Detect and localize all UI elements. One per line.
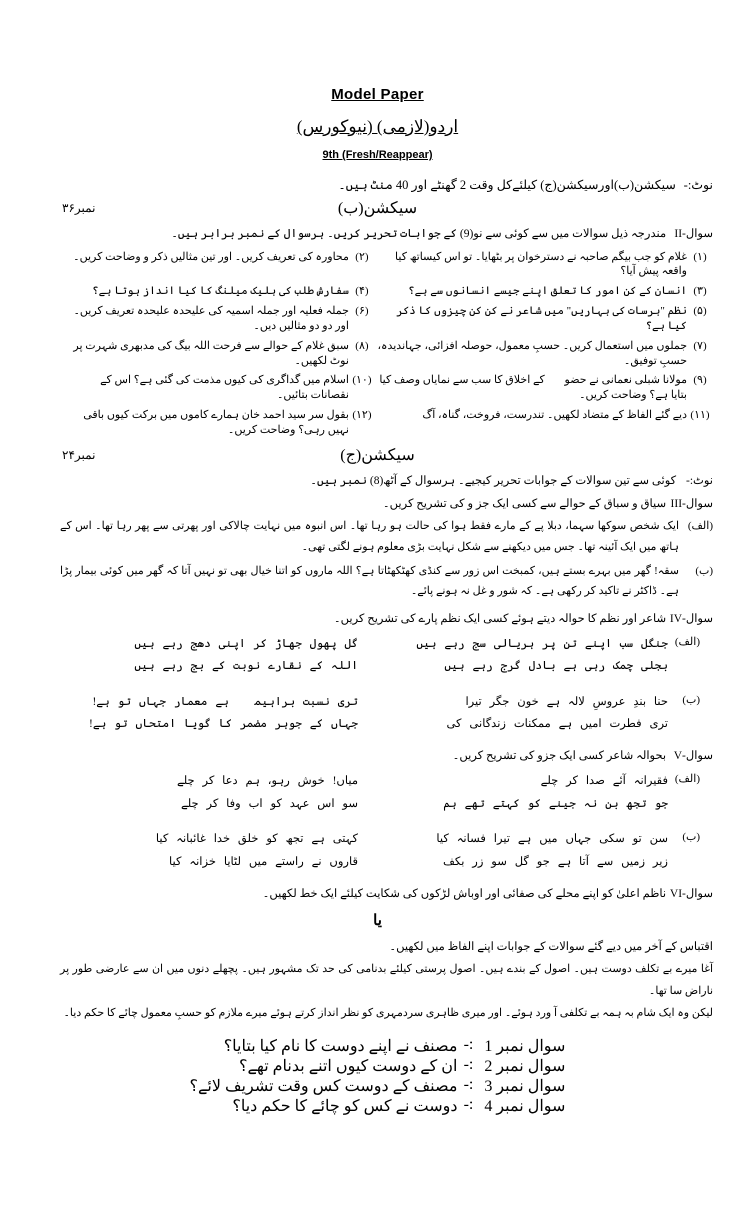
q-text: غلام کو جب بیگم صاحبہ نے دسترخوان پر بٹھایا۔ تو اس کیساتھ کیا واقعہ پیش آیا؟ <box>395 250 687 278</box>
table-row <box>60 406 713 441</box>
verse-line: تری فطرت امیں ہے ممکنات زندگانی کی <box>446 717 668 730</box>
question-5-instruction: بحوالہ شاعر کسی ایک جزو کی تشریح کریں۔ <box>452 750 667 763</box>
verse-line: اللہ کے نقارے نوبت کے بج رہے ہیں <box>134 660 358 673</box>
section-b-band <box>0 198 755 224</box>
couplet-columns <box>60 633 668 678</box>
question-4-instruction: شاعر اور نظم کا حوالہ دیتے ہوئے کسی ایک نظم پارے کی تشریح کریں۔ <box>333 612 667 625</box>
couplet-column-left <box>60 770 364 815</box>
couplet-group <box>60 691 700 736</box>
q-number: (۱) <box>693 250 707 263</box>
q-number: (۸) <box>355 339 369 352</box>
verse-line: میاں! خوش رہو، ہم دعا کر چلے <box>176 775 358 788</box>
question-4-header <box>0 611 755 625</box>
note-text: سیکشن(ب)اورسیکشن(ج) کیلئےکل وقت 2 گھنٹے اور 40 منٹ ہیں۔ <box>338 178 676 192</box>
question-5-couplets <box>60 770 700 873</box>
section-c-title: سیکشن(ج) <box>340 447 415 465</box>
tail-q-label: سوال نمبر 3 <box>484 1078 566 1096</box>
list-item <box>190 1036 566 1056</box>
tail-q-label: سوال نمبر 1 <box>484 1038 566 1056</box>
page-title: Model Paper <box>331 86 424 103</box>
document-title-wrap <box>0 86 755 104</box>
tail-questions <box>190 1036 566 1116</box>
class-and-session: 9th (Fresh/Reappear) <box>322 149 433 161</box>
tail-q-text: ان کے دوست کیوں اتنے بدنام تھے؟ <box>238 1058 458 1076</box>
question-2-header <box>0 226 755 240</box>
question-3-label: سوال-III <box>670 498 713 511</box>
tail-q-separator: :- <box>463 1096 474 1114</box>
tail-q-separator: :- <box>463 1056 474 1074</box>
couplet-column-right <box>364 770 668 815</box>
question-4-label: سوال-IV <box>669 612 713 625</box>
verse-line: فقیرانہ آئے صدا کر چلے <box>540 775 668 788</box>
list-item <box>190 1096 566 1116</box>
note-text: کوئی سے تین سوالات کے جوابات تحریر کیجیے۔ ہرسوال کے آٹھ(8) نمبر ہیں۔ <box>310 475 677 488</box>
part-label: (ب) <box>682 693 700 706</box>
tail-q-separator: :- <box>463 1076 474 1094</box>
part-label: (ب) <box>682 831 700 844</box>
verse-line: بجلی چمک رہی ہے بادل گرج رہے ہیں <box>444 660 668 673</box>
list-item <box>190 1056 566 1076</box>
verse-line: زیر زمیں سے آتا ہے جو گل سو زر بکف <box>442 855 668 868</box>
verse-line: جہاں کے جوہر مضمر کا گویا امتحاں تو ہے! <box>89 717 358 730</box>
class-line-wrap <box>0 138 755 163</box>
couplet-group <box>60 633 700 678</box>
couplet-column-right <box>364 691 668 736</box>
q-number: (۱۲) <box>352 409 372 422</box>
question-2-instruction: مندرجہ ذیل سوالات میں سے کوئی سے نو(9) کے جوابات تحریر کریں۔ ہرسوال کے نمبر برابر ہیں۔ <box>171 228 667 240</box>
note-label: نوٹ:- <box>683 178 713 192</box>
q-text: جملوں میں استعمال کریں۔ حسبِ معمول، حوصلہ افزائی، جہاندیدہ، حسبِ توفیق۔ <box>377 339 687 367</box>
part-label: (ب) <box>695 564 713 577</box>
part-text: ایک شخص سوکھا سہما، دبلا پے کے مارے فقط ہوا کی حالت ہو رہا تھا۔ اس انبوہ میں نہایت چالاکی اور پھرتی سے پھر رہا تھا۔ اس کے ہاتھ میں ایک آئینہ تھا۔ جس میں دیکھنے سے شکل نہایت بڑی معلوم ہونے لگتی تھی۔ <box>60 520 679 553</box>
question-6-header <box>0 886 755 900</box>
subject-title: اردو(لازمی) (نیوکورس) <box>296 117 459 136</box>
tail-questions-wrap <box>0 1036 755 1116</box>
passage-line: لیکن وہ ایک شام بہ ہمہ بے تکلفی آ ورد ہوئے۔ اور میری ظاہری سردمہری کو نظر انداز کرتے ہوئے میرے ملازم کو حسبِ معمول چائے کا حکم دیا۔ <box>63 1007 713 1020</box>
tail-q-label: سوال نمبر 2 <box>484 1058 566 1076</box>
passage-line: آغا میرے بے تکلف دوست ہیں۔ اصول کے بندے ہیں۔ اصول پرستی کیلئے بدنامی کی حد تک مشہور ہیں۔ پچھلے دنوں میں ان سے عارضی طور پر ناراض سا تھا۔ <box>60 963 713 998</box>
question-3-header <box>0 496 755 510</box>
table-row <box>60 247 713 282</box>
question-4-couplets <box>60 633 700 736</box>
section-c-marks: نمبر۲۴ <box>62 448 96 463</box>
couplet-column-right <box>364 633 668 678</box>
q-text: نظم "برسات کی بہاریں" میں شاعر نے کن کن چیزوں کا ذکر کیا ہے؟ <box>396 305 687 332</box>
couplet-group <box>60 770 700 815</box>
q-number: (۱۰) <box>352 374 372 387</box>
verse-line: تری نسبت براہیمیؑ ہے معمار جہاں تو ہے! <box>92 695 358 708</box>
tail-q-text: مصنف کے دوست کس وقت تشریف لائے؟ <box>189 1078 458 1096</box>
verse-line: قاروں نے راستے میں لٹایا خزانہ کیا <box>169 855 358 868</box>
tail-q-text: دوست نے کس کو چائے کا حکم دیا؟ <box>232 1098 458 1116</box>
tail-q-text: مصنف نے اپنے دوست کا نام کیا بتایا؟ <box>223 1038 458 1056</box>
q-number: (۹) <box>693 374 707 387</box>
q-text: محاورہ کی تعریف کریں۔ اور تین مثالیں ذکر و وضاحت کریں۔ <box>73 250 349 263</box>
q-number: (۳) <box>693 285 707 298</box>
verse-line: گل پھول جھاڑ کر اپنی دھج رہے ہیں <box>134 637 358 650</box>
verse-line: جنگل سب اپنے تن پر ہریالی سج رہے ہیں <box>416 637 668 650</box>
question-3-parts <box>60 516 713 601</box>
question-5-label: سوال-V <box>673 750 713 763</box>
page-header <box>0 0 755 163</box>
question-6-label: سوال-VI <box>669 888 713 901</box>
verse-line: سو اس عہد کو اب وفا کر چلے <box>180 797 358 810</box>
q-number: (۵) <box>693 305 707 318</box>
table-row <box>60 371 713 406</box>
q-text: مولانا شبلی نعمانی نے حضورؐ کے اخلاق کا سب سے نمایاں وصف کیا بتایا ہے؟ وضاحت کریں۔ <box>379 374 687 402</box>
couplet-group <box>60 828 700 873</box>
verse-line: حنا بندِ عروسِ لالہ ہے خون جگر تیرا <box>465 695 668 708</box>
couplet-columns <box>60 828 668 873</box>
q-text: جملہ فعلیہ اور جملہ اسمیہ کی علیحدہ علیحدہ تعریف کریں۔ اور دو دو مثالیں دیں۔ <box>73 305 349 332</box>
q-number: (۴) <box>355 285 369 298</box>
section-b-question-grid <box>60 247 713 440</box>
section-c-note <box>0 473 755 487</box>
tail-q-label: سوال نمبر 4 <box>484 1098 566 1116</box>
question-3-instruction: سیاق و سباق کے حوالے سے کسی ایک جز و کی تشریح کریں۔ <box>382 498 667 511</box>
note-label: نوٹ:- <box>686 475 713 488</box>
section-b-marks: نمبر۳۶ <box>62 201 96 215</box>
passage-part <box>60 561 713 602</box>
couplet-columns <box>60 691 668 736</box>
table-row <box>60 282 713 302</box>
verse-line: جو تجھ بن نہ جینے کو کہتے تھے ہم <box>443 797 668 810</box>
alternative-instruction: اقتباس کے آخر میں دیے گئے سوالات کے جوابات اپنے الفاظ میں لکھیں۔ <box>389 941 713 954</box>
q-number: (۷) <box>693 339 707 352</box>
section-b-title: سیکشن(ب) <box>337 200 418 217</box>
table-row <box>60 302 713 337</box>
part-label: (الف) <box>674 773 700 786</box>
verse-line: سن تو سکی جہاں میں ہے تیرا فسانہ کیا <box>436 833 668 846</box>
section-c-band <box>0 445 755 471</box>
q-number: (۱۱) <box>690 409 710 422</box>
tail-q-separator: :- <box>463 1036 474 1054</box>
couplet-column-right <box>364 828 668 873</box>
q-text: سبق غلام کے حوالے سے فرحت اللہ بیگ کی مدبھری شہرت پر نوٹ لکھیں۔ <box>73 339 349 367</box>
q-number: (۲) <box>355 250 369 263</box>
question-2-label: سوال-II <box>674 228 713 240</box>
q-text: سفارش طلب کی بلیک میلنگ کا کیا انداز ہوتا ہے؟ <box>92 285 349 298</box>
couplet-columns <box>60 770 668 815</box>
couplet-column-left <box>60 691 364 736</box>
time-allowance-note <box>0 177 755 193</box>
couplet-column-left <box>60 633 364 678</box>
q-text: بقول سر سید احمد خان ہمارے کاموں میں برکت کیوں باقی نہیں رہی؟ وضاحت کریں۔ <box>83 409 349 436</box>
q-text: انسان کے کن امور کا تعلق اپنے جیسے انسانوں سے ہے؟ <box>408 285 687 298</box>
question-6-instruction: ناظم اعلیٰ کو اپنے محلے کی صفائی اور اوباش لڑکوں کی شکایت کیلئے ایک خط لکھیں۔ <box>262 888 667 901</box>
part-text: سقہ! گھر میں بہرے بستے ہیں، کمبخت اس زور سے کنڈی کھٹکھٹاتا ہے؟ اللہ ماروں کو اتنا خیال بھی تو نہیں آتا کہ گھر میں کوئی بیمار پڑا ہے۔ ڈاکٹر نے تاکید کر رکھی ہے۔ کہ شور و غل نہ ہونے پائے۔ <box>60 564 679 598</box>
alternative-passage <box>60 958 713 1024</box>
q-text: دیے گئے الفاظ کے متضاد لکھیں۔ تندرست، فروخت، گناہ، آگ <box>422 409 687 422</box>
q-number: (۶) <box>355 305 369 318</box>
couplet-column-left <box>60 828 364 873</box>
part-label: (الف) <box>687 520 713 533</box>
alternative-separator: یا <box>373 913 382 930</box>
subject-title-wrap <box>0 104 755 138</box>
list-item <box>190 1076 566 1096</box>
table-row <box>60 336 713 371</box>
part-label: (الف) <box>674 635 700 648</box>
passage-part <box>60 516 713 557</box>
q-text: اسلام میں گداگری کی کیوں مذمت کی گئی ہے؟ اس کے نقصانات بتائیں۔ <box>100 374 349 402</box>
verse-line: کہتی ہے تجھ کو خلق خدا غائبانہ کیا <box>155 833 358 846</box>
question-5-header <box>0 748 755 762</box>
